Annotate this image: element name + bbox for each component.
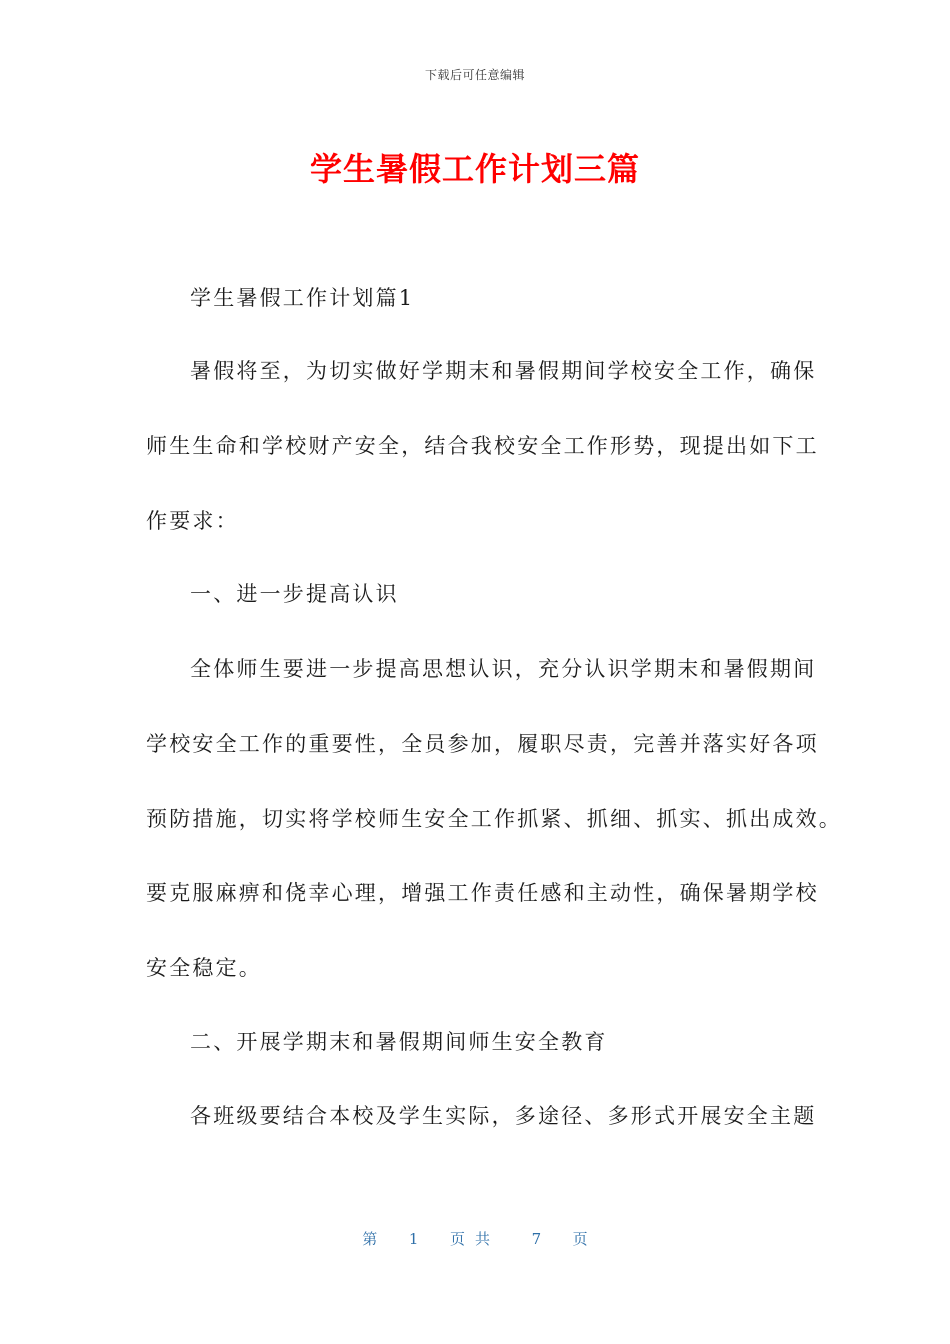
paragraph-line: 暑假将至，为切实做好学期末和暑假期间学校安全工作，确保 [190, 359, 817, 383]
paragraph-line: 各班级要结合本校及学生实际，多途径、多形式开展安全主题 [190, 1104, 817, 1128]
paragraph-line: 安全稳定。 [146, 956, 262, 980]
page-label-prefix: 第 [362, 1230, 378, 1248]
page-label-suffix: 页 [572, 1230, 588, 1248]
subheading-2: 二、开展学期末和暑假期间师生安全教育 [190, 1030, 608, 1054]
paragraph-line: 全体师生要进一步提高思想认识，充分认识学期末和暑假期间 [190, 657, 817, 681]
header-note: 下载后可任意编辑 [424, 68, 525, 82]
total-pages: 7 [531, 1230, 542, 1248]
paragraph-line: 学校安全工作的重要性，全员参加，履职尽责，完善并落实好各项 [146, 732, 819, 756]
page-number: 1 [408, 1230, 419, 1248]
section-heading-1: 学生暑假工作计划篇1 [190, 286, 415, 310]
subheading-1: 一、进一步提高认识 [190, 582, 399, 606]
paragraph-line: 作要求： [146, 509, 239, 533]
page-footer [0, 1228, 950, 1249]
paragraph-line: 要克服麻痹和侥幸心理，增强工作责任感和主动性，确保暑期学校 [146, 881, 819, 905]
page-label-mid: 页共 [449, 1230, 500, 1248]
paragraph-line: 师生生命和学校财产安全，结合我校安全工作形势，现提出如下工 [146, 434, 819, 458]
paragraph-line: 预防措施，切实将学校师生安全工作抓紧、抓细、抓实、抓出成效。 [146, 807, 842, 831]
document-title: 学生暑假工作计划三篇 [309, 150, 640, 188]
